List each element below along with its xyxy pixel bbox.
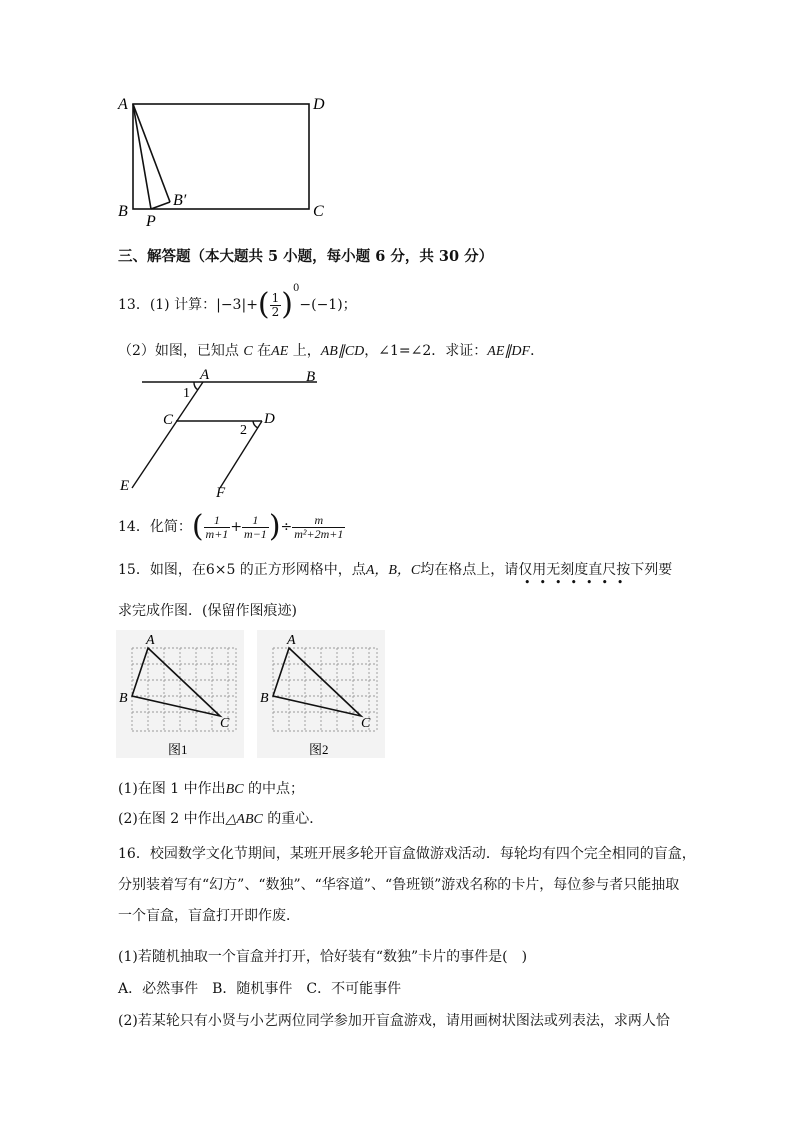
- label-p: P: [146, 213, 156, 230]
- q13-minus: −(−1): [299, 297, 343, 313]
- label-e: E: [120, 478, 130, 494]
- q13-2-ab-cd: AB∥CD: [320, 344, 365, 359]
- emphasis-dots: •••••••: [524, 576, 633, 589]
- label-f: F: [216, 485, 226, 500]
- question-16-line-1: 16．校园数学文化节期间，某班开展多轮开盲盒做游戏活动．每轮均有四个完全相同的盲盒，: [118, 846, 696, 862]
- q13-2-end: ．: [530, 343, 545, 359]
- label-a: A: [146, 633, 155, 648]
- q13-2-ae: AE: [271, 344, 289, 359]
- label-c: C: [313, 203, 324, 220]
- segment-pb-prime: [151, 202, 170, 209]
- question-16-line-2: 分别装着写有“幻方”、“数独”、“华容道”、“鲁班锁”游戏名称的卡片，每位参与者只能抽取: [118, 877, 680, 893]
- line-ae: [132, 382, 203, 488]
- q15-text-2: 均在格点上，请仅用无刻度直尺按下列要: [420, 562, 673, 578]
- q13-2-text-2: 上，: [288, 343, 321, 359]
- q13-abs: |−3|: [216, 297, 247, 313]
- angle-2-arc: [253, 421, 258, 428]
- q15-sub1-segment: BC: [225, 782, 244, 797]
- grid-figure-2: [257, 630, 385, 758]
- question-13-part-1: 13．(1) 计算：|−3|+( $\frac{1}{2}$ )$^0$−(−1)；: [118, 283, 357, 322]
- angle-1-arc: [194, 382, 198, 390]
- section-3-heading: 三、解答题（本大题共 5 小题，每小题 6 分，共 30 分）: [118, 248, 494, 265]
- label-d: D: [264, 411, 275, 427]
- q14-f1-den: m+1: [205, 526, 229, 541]
- question-14: 14．化简：( $\frac{1}{m+1}$ + $\frac{1}{m-1}$ )÷ $\frac{m}{\text{m²+2m+1}}$: [118, 509, 344, 544]
- label-b-prime: B′: [173, 192, 187, 209]
- q13-exponent: 0: [293, 283, 300, 294]
- label-a: A: [118, 96, 128, 113]
- q14-fraction-1: [204, 514, 231, 541]
- question-13-part-2: [118, 340, 544, 360]
- q15-sub2-end: 的重心．: [262, 811, 324, 827]
- question-16-sub-1: (1)若随机抽取一个盲盒并打开，恰好装有“数独”卡片的事件是( ): [118, 949, 528, 965]
- segment-ab-prime: [133, 104, 170, 202]
- q14-f2-den: m−1: [244, 526, 267, 541]
- q13-2-text-1: 在: [252, 343, 272, 359]
- label-c: C: [163, 412, 174, 428]
- question-15-sub-1: [118, 778, 304, 798]
- q15-sub2-triangle: △ABC: [225, 812, 263, 827]
- q13-prefix: 13．(1) 计算：: [118, 297, 217, 313]
- q15-sub1-end: 的中点；: [243, 781, 304, 797]
- q15-text-1: 15．如图，在6×5 的正方形网格中，点: [118, 562, 366, 578]
- question-15-line-2: 求完成作图．(保留作图痕迹): [118, 603, 297, 619]
- q13-half-num: 1: [271, 290, 280, 305]
- figure-2-caption: 图2: [309, 742, 329, 757]
- label-c: C: [361, 716, 371, 731]
- q14-f3-den: m²+2m+1: [294, 526, 344, 541]
- q14-prefix: 14．化简：: [118, 519, 192, 535]
- grid-figure-1: [116, 630, 244, 758]
- label-b: B: [119, 691, 128, 706]
- q13-half-den: 2: [271, 304, 280, 319]
- q14-plus: +: [230, 519, 243, 535]
- label-a: A: [287, 633, 296, 648]
- q14-f2-num: 1: [242, 514, 269, 528]
- segment-ap: [133, 104, 151, 209]
- label-b: B: [306, 369, 316, 385]
- q13-2-angles: ∠1=∠2: [378, 343, 432, 359]
- q13-half: [270, 292, 282, 319]
- angle-1-label: 1: [183, 386, 190, 401]
- label-c: C: [220, 716, 230, 731]
- q13-2-text-3: ，: [364, 343, 379, 359]
- q14-fraction-2: [242, 514, 269, 541]
- question-15-sub-2: [118, 808, 323, 828]
- q13-2-conclusion: AE∥DF: [487, 344, 531, 359]
- q13-2-text-4: ．求证：: [431, 343, 488, 359]
- q13-2-prefix: （2）如图，已知点: [118, 343, 244, 359]
- question-16-options: A．必然事件 B．随机事件 C．不可能事件: [118, 981, 402, 997]
- q14-f3-num: m: [292, 514, 345, 528]
- rectangle-fold-figure: [112, 92, 342, 230]
- parallel-lines-figure: [112, 366, 332, 500]
- q15-sub1-text: (1)在图 1 中作出: [118, 781, 226, 797]
- question-16-sub-2: (2)若某轮只有小贤与小艺两位同学参加开盲盒游戏，请用画树状图法或列表法，求两人恰: [118, 1013, 670, 1029]
- figure-1-caption: 图1: [168, 742, 188, 757]
- label-d: D: [313, 96, 325, 113]
- label-b: B: [260, 691, 269, 706]
- q15-points: A，B，C: [365, 563, 421, 578]
- q13-end: ；: [342, 297, 357, 313]
- angle-2-label: 2: [240, 423, 247, 438]
- label-a: A: [200, 367, 210, 383]
- question-16-line-3: 一个盲盒，盲盒打开即作废．: [118, 908, 300, 924]
- q14-fraction-3: [292, 514, 345, 541]
- q14-divide: ÷: [280, 519, 293, 535]
- q13-2-point-c: C: [243, 344, 253, 359]
- q14-f1-num: 1: [204, 514, 231, 528]
- q15-sub2-text: (2)在图 2 中作出: [118, 811, 226, 827]
- label-b: B: [118, 203, 128, 220]
- rectangle-abcd: [133, 104, 309, 209]
- q13-plus: +: [246, 297, 258, 313]
